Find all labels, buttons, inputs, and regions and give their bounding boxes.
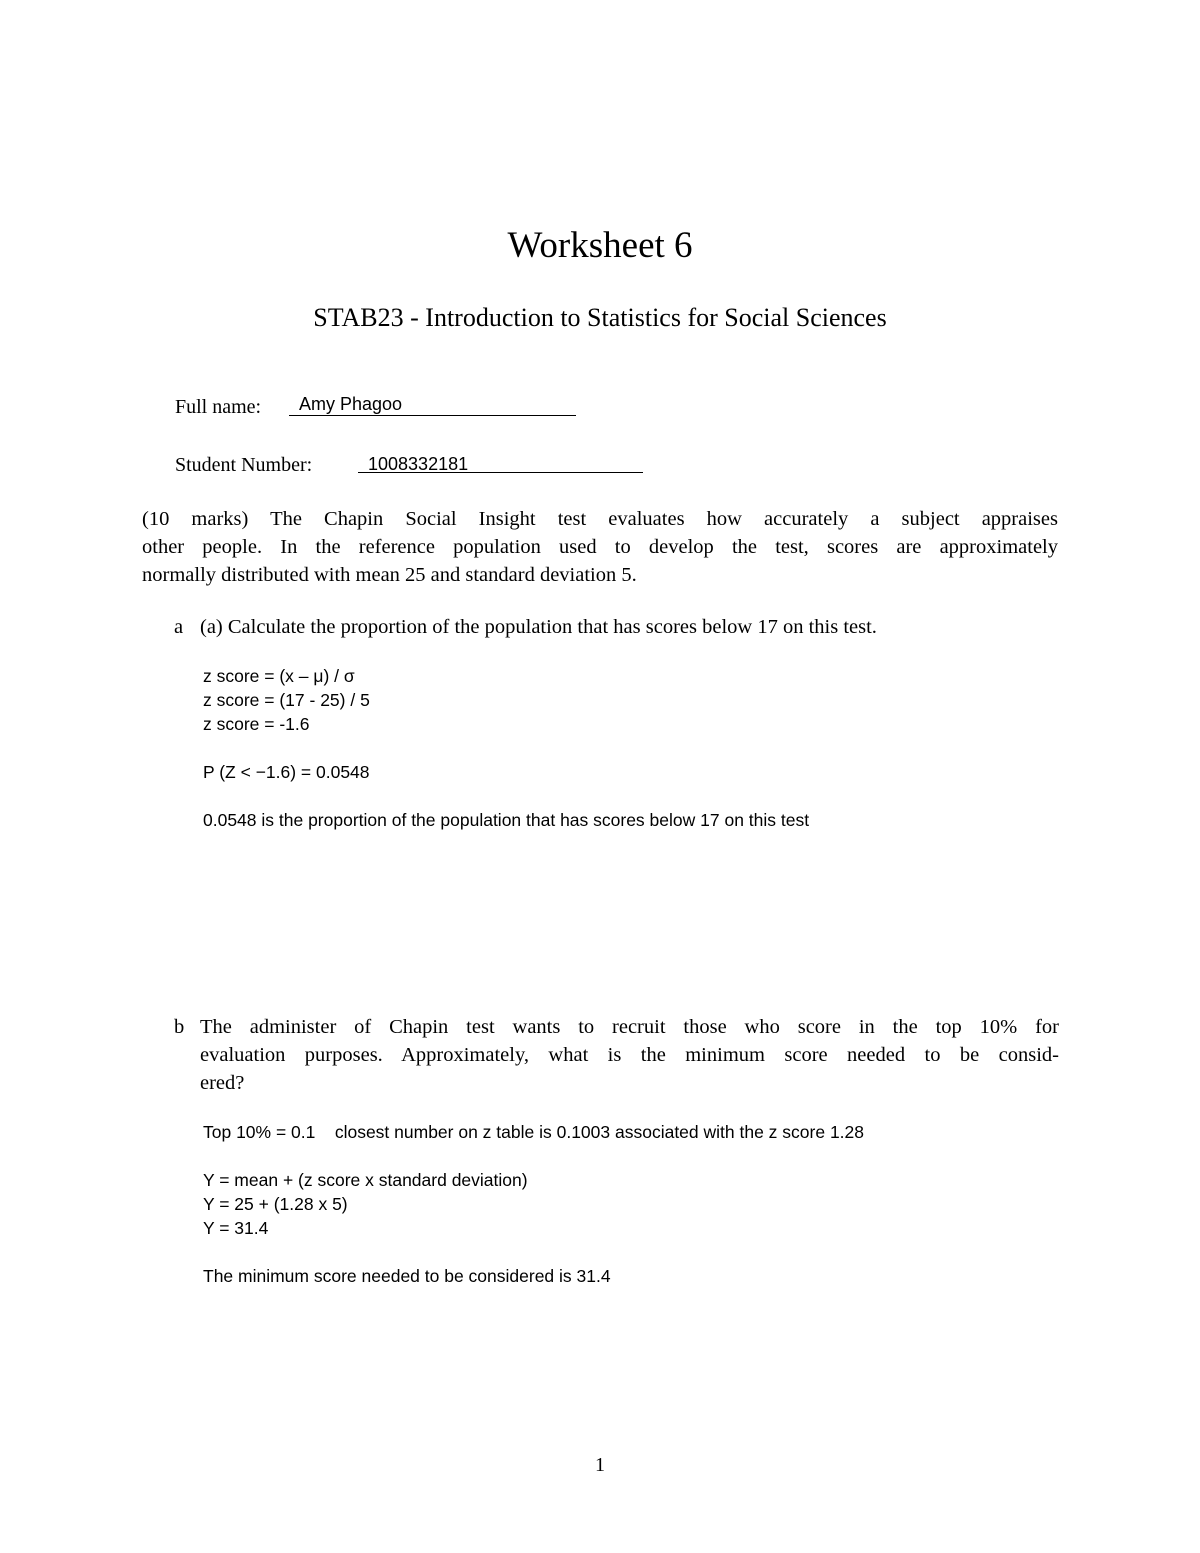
answer-line: z score = (17 - 25) / 5 xyxy=(203,690,370,710)
intro-line: normally distributed with mean 25 and standard deviation 5. xyxy=(142,564,637,586)
answer-line: z score = (x – μ) / σ xyxy=(203,666,355,686)
question-b-line: ered? xyxy=(200,1072,245,1094)
full-name-label: Full name: xyxy=(175,396,262,418)
student-number-label: Student Number: xyxy=(175,454,313,476)
answer-line: 0.0548 is the proportion of the population that has scores below 17 on this test xyxy=(203,810,810,830)
question-a-marker: a xyxy=(174,616,184,638)
page-number: 1 xyxy=(595,1454,605,1476)
answer-line: Y = mean + (z score x standard deviation) xyxy=(203,1170,528,1190)
answer-line: Y = 25 + (1.28 x 5) xyxy=(203,1194,348,1214)
full-name-underline xyxy=(289,415,576,416)
question-b-line: evaluation purposes. Approximately, what is the minimum score needed to be consid- xyxy=(200,1044,1059,1066)
course-subtitle: STAB23 - Introduction to Statistics for Social Sciences xyxy=(313,303,887,332)
intro-line: other people. In the reference population used to develop the test, scores are approximately xyxy=(142,536,1058,558)
full-name-value: Amy Phagoo xyxy=(299,394,403,414)
question-a-text: (a) Calculate the proportion of the population that has scores below 17 on this test. xyxy=(200,616,877,638)
answer-line: The minimum score needed to be considered is 31.4 xyxy=(203,1266,611,1286)
answer-line: P (Z < −1.6) = 0.0548 xyxy=(203,762,370,782)
answer-line: Top 10% = 0.1 closest number on z table is 0.1003 associated with the z score 1.28 xyxy=(203,1122,865,1142)
question-b-line: The administer of Chapin test wants to recruit those who score in the top 10% for xyxy=(200,1016,1059,1038)
answer-line: Y = 31.4 xyxy=(203,1218,269,1238)
intro-line: (10 marks) The Chapin Social Insight test evaluates how accurately a subject appraises xyxy=(142,508,1058,530)
question-b-marker: b xyxy=(174,1016,185,1038)
answer-line: z score = -1.6 xyxy=(203,714,310,734)
page-title: Worksheet 6 xyxy=(507,225,693,266)
student-number-value: 1008332181 xyxy=(368,454,469,474)
